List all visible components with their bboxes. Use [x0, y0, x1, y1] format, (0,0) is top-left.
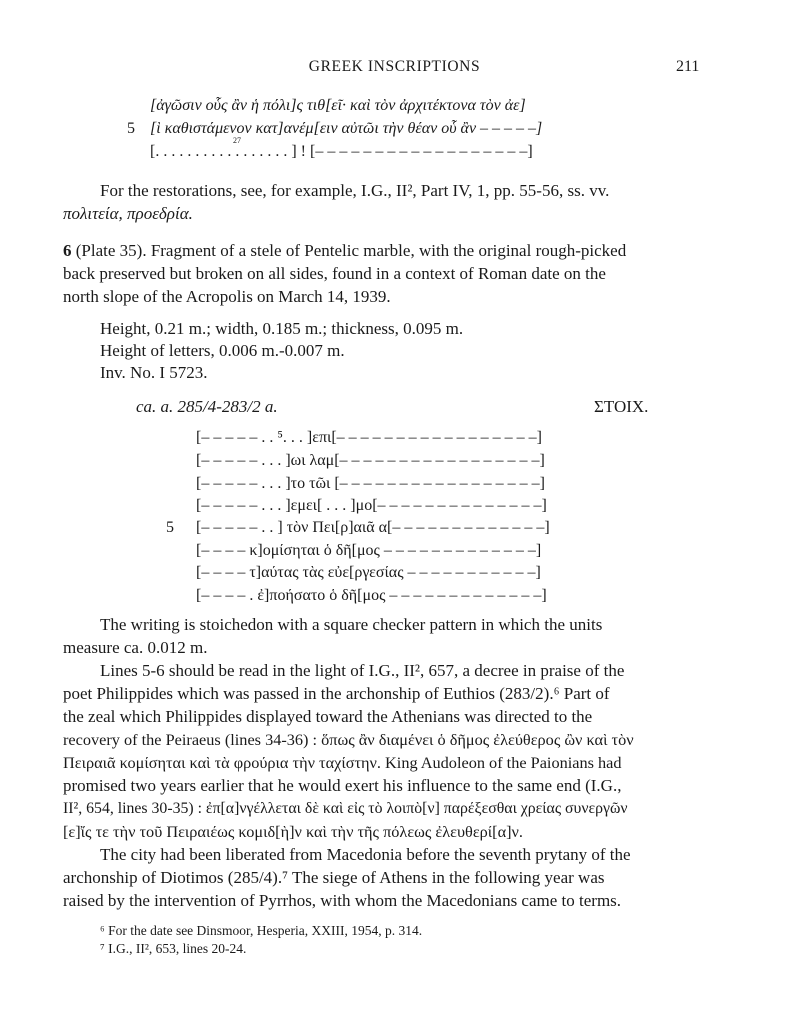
inscription6-line: [– – – – – . . . ]εμει[ . . . ]μο[– – – – – – – – – – – – – –]	[196, 497, 547, 514]
restorations-note-line-2: πολιτεία, προεδρία.	[63, 204, 193, 223]
entry6-line-2: back preserved but broken on all sides, found in a context of Roman date on the	[63, 264, 606, 283]
entry6-inventory: Inv. No. I 5723.	[100, 363, 208, 382]
lines56-paragraph-line: Lines 5-6 should be read in the light of I.G., II², 657, a decree in praise of the	[100, 661, 625, 680]
page-number: 211	[676, 58, 700, 75]
liberation-paragraph-line: archonship of Diotimos (285/4).⁷ The siege of Athens in the following year was	[63, 868, 605, 887]
entry6-letter-height: Height of letters, 0.006 m.-0.007 m.	[100, 341, 345, 360]
writing-paragraph-line-2: measure ca. 0.012 m.	[63, 638, 208, 657]
top-inscription-mark: 27	[233, 136, 241, 145]
inscription6-line: [– – – – – . . ] τὸν Πει[ρ]αιᾶ α[– – – – – – – – – – – – –]	[196, 519, 550, 536]
top-inscription-line-2: [ὶ καθιστάμενον κατ]ανέμ[ειν αὐτῶι τὴν θέαν οὗ ἂν – – – – –]	[150, 120, 543, 137]
top-inscription-line-3: [. . . . . . . . . . . . . . . . . ] ! [– – – – – – – – – – – – – – – – – –]	[150, 143, 533, 160]
running-title: GREEK INSCRIPTIONS	[308, 58, 481, 75]
liberation-paragraph-line: raised by the intervention of Pyrrhos, with whom the Macedonians came to terms.	[63, 891, 622, 910]
restorations-note-line-1: For the restorations, see, for example, I.G., II², Part IV, 1, pp. 55-56, ss. vv.	[100, 181, 610, 200]
inscription6-line: [– – – – – . . . ]ωι λαμ[– – – – – – – – – – – – – – – – –]	[196, 452, 545, 469]
entry6-line-3: north slope of the Acropolis on March 14, 1939.	[63, 287, 391, 306]
lines56-paragraph-line: poet Philippides which was passed in the archonship of Euthios (283/2).⁶ Part of	[63, 684, 610, 703]
liberation-paragraph-line: The city had been liberated from Macedonia before the seventh prytany of the	[100, 845, 631, 864]
inscription6-style: ΣΤΟΙΧ.	[594, 397, 649, 416]
inscription6-date: ca. a. 285/4-283/2 a.	[136, 397, 278, 416]
footnote-7: ⁷ I.G., II², 653, lines 20-24.	[100, 941, 247, 956]
lines56-paragraph-line: promised two years earlier that he would exert his influence to the same end (I.G.,	[63, 776, 622, 795]
top-inscription-line-1: [ἀγῶσιν οὗς ἂν ἡ πόλι]ς τιθ[εῖ· καὶ τὸν ἀρχιτέκτονα τὸν ἀε]	[150, 97, 526, 114]
footnote-6: ⁶ For the date see Dinsmoor, Hesperia, XXIII, 1954, p. 314.	[100, 923, 423, 938]
inscription6-line: [– – – – τ]αύτας τὰς εὐε[ργεσίας – – – – – – – – – – –]	[196, 564, 541, 581]
lines56-paragraph-line: [ε]ἴς τε τὴν τοῦ Πειραιέως κομιδ[ὴ]ν καὶ τὴν τῆς πόλεως ἐλευθερί[α]ν.	[63, 822, 523, 841]
entry6-number: 6	[63, 241, 72, 260]
entry6-line-1	[63, 240, 626, 262]
writing-paragraph-line-1: The writing is stoichedon with a square checker pattern in which the units	[100, 615, 603, 634]
lines56-paragraph-line: the zeal which Philippides displayed toward the Athenians was directed to the	[63, 707, 593, 726]
inscription6-line-number: 5	[166, 519, 174, 536]
lines56-paragraph-line: II², 654, lines 30-35) : ἐπ[α]νγέλλεται δὲ καὶ εἰς τὸ λοιπὸ[ν] παρέξεσθαι χρείας συνεργῶν	[63, 800, 628, 817]
inscription6-line: [– – – – κ]ομίσηται ὁ δῆ[μος – – – – – – – – – – – – –]	[196, 542, 542, 559]
entry6-description-1: (Plate 35). Fragment of a stele of Pentelic marble, with the original rough-picked	[71, 241, 627, 260]
lines56-paragraph-line: recovery of the Peiraeus (lines 34-36) : ὅπως ἂν διαμένει ὁ δῆμος ἐλεύθερος ὢν καὶ τὸν	[63, 730, 634, 749]
inscription6-line: [– – – – – . . ⁵. . . ]επι[– – – – – – – – – – – – – – – – –]	[196, 429, 542, 446]
entry6-measurements: Height, 0.21 m.; width, 0.185 m.; thickness, 0.095 m.	[100, 319, 464, 338]
inscription6-line: [– – – – – . . . ]το τῶι [– – – – – – – – – – – – – – – – –]	[196, 475, 546, 492]
lines56-paragraph-line: Πειραιᾶ κομίσηται καὶ τὰ φρούρια τὴν ταχίστην. King Audoleon of the Paionians had	[63, 753, 622, 772]
top-inscription-line-number: 5	[127, 120, 135, 137]
inscription6-line: [– – – – . ἐ]ποήσατο ὁ δῆ[μος – – – – – – – – – – – – –]	[196, 587, 547, 604]
